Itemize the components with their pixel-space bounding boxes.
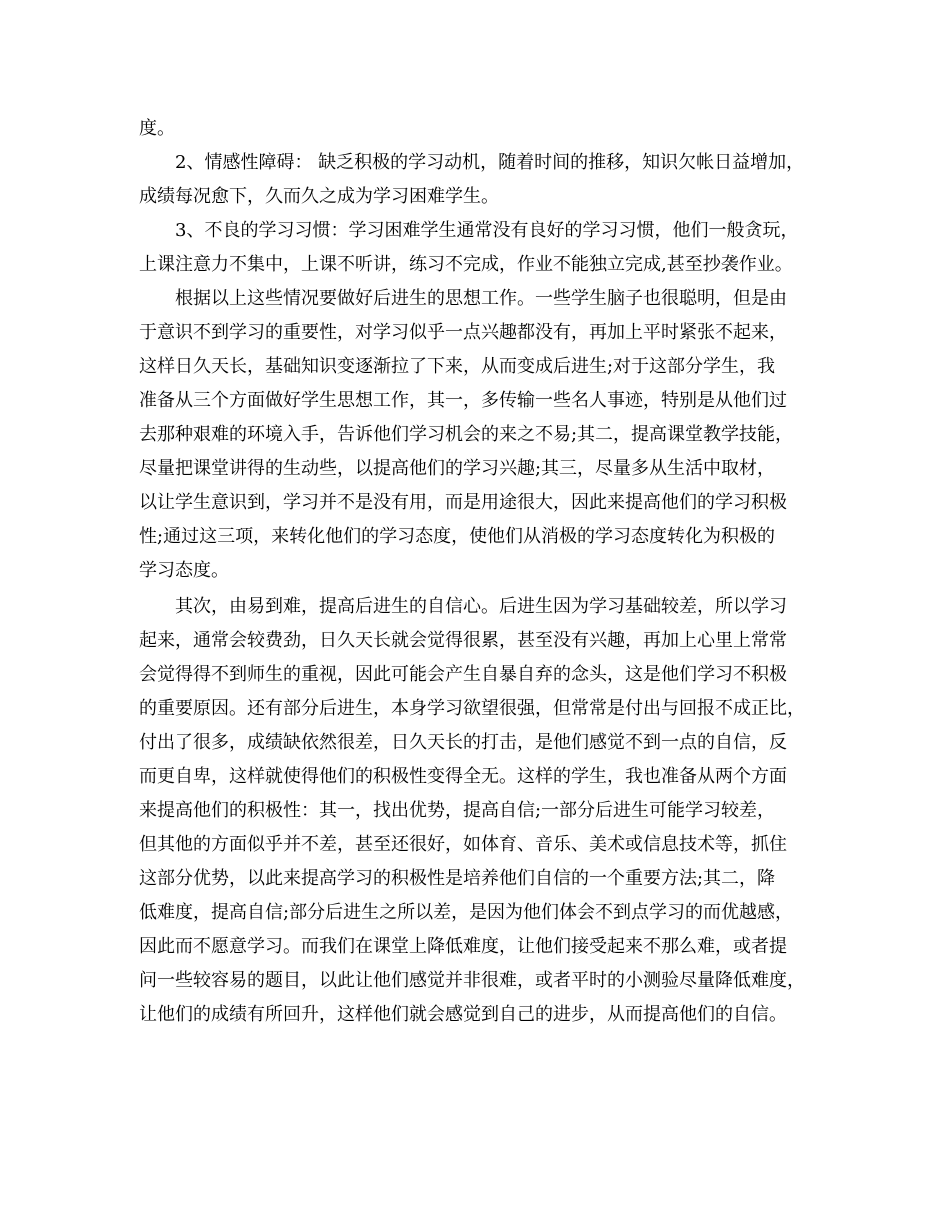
text-line: 起来，通常会较费劲，日久天长就会觉得很累，甚至没有兴趣，再加上心里上常常 [139, 630, 787, 651]
text-line: 会觉得得不到师生的重视，因此可能会产生自暴自弃的念头，这是他们学习不积极 [139, 664, 787, 685]
text-line: 问一些较容易的题目，以此让他们感觉并非很难，或者平时的小测验尽量降低难度， [139, 970, 805, 991]
text-line: 而更自卑，这样就使得他们的积极性变得全无。这样的学生，我也准备从两个方面 [139, 766, 787, 787]
text-line: 性;通过这三项，来转化他们的学习态度，使他们从消极的学习态度转化为积极的 [139, 526, 776, 547]
text-line: 这部分优势，以此来提高学习的积极性是培养他们自信的一个重要方法;其二，降 [139, 868, 776, 889]
text-line: 但其他的方面似乎并不差，甚至还很好，如体育、音乐、美术或信息技术等，抓住 [139, 834, 787, 855]
text-line: 成绩每况愈下，久而久之成为学习困难学生。 [139, 186, 499, 207]
text-line: 上课注意力不集中，上课不听讲，练习不完成，作业不能独立完成,甚至抄袭作业。 [139, 254, 793, 275]
text-line: 低难度，提高自信;部分后进生之所以差，是因为他们体会不到点学习的而优越感， [139, 902, 794, 923]
text-line: 付出了很多，成绩缺依然很差，日久天长的打击，是他们感觉不到一点的自信，反 [139, 732, 787, 753]
text-line: 的重要原因。还有部分后进生，本身学习欲望很强，但常常是付出与回报不成正比， [139, 698, 805, 719]
text-line: 这样日久天长，基础知识变逐渐拉了下来，从而变成后进生;对于这部分学生，我 [139, 356, 776, 377]
text-line: 准备从三个方面做好学生思想工作，其一，多传输一些名人事迹，特别是从他们过 [139, 390, 787, 411]
text-line: 以让学生意识到，学习并不是没有用，而是用途很大，因此来提高他们的学习积极 [139, 492, 787, 513]
text-line: 3、不良的学习习惯：学习困难学生通常没有良好的学习习惯，他们一般贪玩， [175, 220, 799, 241]
text-line: 根据以上这些情况要做好后进生的思想工作。一些学生脑子也很聪明，但是由 [175, 288, 787, 309]
text-line: 让他们的成绩有所回升，这样他们就会感觉到自己的进步，从而提高他们的自信。 [139, 1004, 787, 1025]
text-line: 尽量把课堂讲得的生动些，以提高他们的学习兴趣;其三，尽量多从生活中取材， [139, 458, 776, 479]
text-line: 其次，由易到难，提高后进生的自信心。后进生因为学习基础较差，所以学习 [175, 596, 787, 617]
text-line: 于意识不到学习的重要性，对学习似乎一点兴趣都没有，再加上平时紧张不起来， [139, 322, 787, 343]
text-line: 度。 [139, 118, 175, 139]
text-line: 去那种艰难的环境入手，告诉他们学习机会的来之不易;其二，提高课堂教学技能， [139, 424, 794, 445]
text-line: 因此而不愿意学习。而我们在课堂上降低难度，让他们接受起来不那么难，或者提 [139, 936, 787, 957]
text-line: 来提高他们的积极性：其一，找出优势，提高自信;一部分后进生可能学习较差， [139, 800, 776, 821]
text-line: 2、情感性障碍： 缺乏积极的学习动机，随着时间的推移，知识欠帐日益增加， [175, 152, 805, 173]
text-line: 学习态度。 [139, 560, 229, 581]
